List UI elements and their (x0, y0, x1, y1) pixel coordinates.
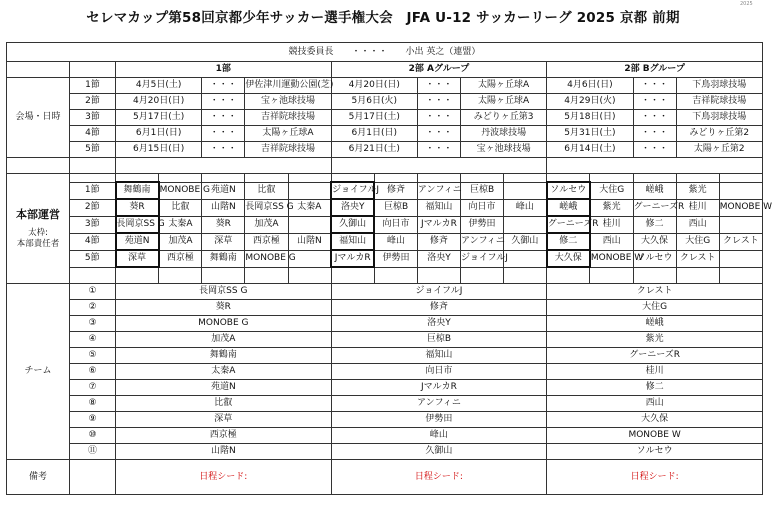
blank (590, 267, 633, 284)
team-name: 福知山 (331, 348, 547, 364)
hq-team: 嵯峨 (633, 182, 676, 199)
section-label: 2節 (70, 94, 116, 110)
dots-sep: ・・・ (202, 110, 245, 126)
hq-team: 加茂A (159, 233, 202, 250)
hq-team: 太秦A (288, 199, 331, 216)
hq-team: 大住G (590, 182, 633, 199)
hq-team: 紫光 (676, 182, 719, 199)
hq-team: クレスト (676, 250, 719, 267)
dots-sep: ・・・ (417, 126, 460, 142)
hq-team: MONOBE W (719, 199, 762, 216)
match-date: 6月15日(日) (116, 142, 202, 158)
blank (547, 267, 590, 284)
header-blank (7, 62, 70, 78)
hq-team: 大久保 (633, 233, 676, 250)
hq-team: 加茂A (245, 216, 288, 233)
blank (719, 174, 762, 183)
dots-sep: ・・・ (202, 126, 245, 142)
team-name: 山階N (116, 444, 332, 460)
team-name: 修二 (547, 380, 763, 396)
team-number: ④ (70, 332, 116, 348)
hq-team: 修斉 (417, 233, 460, 250)
blank (417, 267, 460, 284)
hq-team: 葵R (116, 199, 159, 216)
match-venue: 太陽ヶ丘球A (461, 78, 547, 94)
match-venue: 太陽ヶ丘第2 (676, 142, 762, 158)
hq-team (504, 250, 547, 267)
hq-team: 修斉 (374, 182, 417, 199)
match-venue: 太陽ヶ丘球A (461, 94, 547, 110)
dots-sep: ・・・ (417, 142, 460, 158)
hq-team: JマルカR (417, 216, 460, 233)
hq-team: 紫光 (590, 199, 633, 216)
blank (202, 267, 245, 284)
hq-team: 峰山 (374, 233, 417, 250)
hq-team: アンフィニ (417, 182, 460, 199)
team-number: ⑩ (70, 428, 116, 444)
hq-team: 巨椋B (374, 199, 417, 216)
hq-team: 山階N (288, 233, 331, 250)
hq-team: 洛央Y (417, 250, 460, 267)
remark-note: 日程シード: (116, 460, 332, 495)
hq-team: 舞鶴南 (116, 182, 159, 199)
hq-team: 比叡 (245, 182, 288, 199)
schedule-table (6, 42, 772, 495)
dots-sep: ・・・ (633, 110, 676, 126)
match-date: 5月17日(土) (331, 110, 417, 126)
hq-team (719, 216, 762, 233)
team-number: ⑤ (70, 348, 116, 364)
hq-team: MONOBE W (590, 250, 633, 267)
team-name: 加茂A (116, 332, 332, 348)
team-name: 葵R (116, 300, 332, 316)
hq-team: 比叡 (159, 199, 202, 216)
match-date: 5月6日(火) (331, 94, 417, 110)
match-venue: 吉祥院球技場 (245, 142, 331, 158)
hq-team: 太秦A (159, 216, 202, 233)
match-date: 5月18日(日) (547, 110, 633, 126)
team-name: 嵯峨 (547, 316, 763, 332)
match-date: 6月1日(日) (331, 126, 417, 142)
match-venue: 吉祥院球技場 (245, 110, 331, 126)
hq-team: アンフィニ (461, 233, 504, 250)
hq-team: 桂川 (676, 199, 719, 216)
team-name: グーニーズR (547, 348, 763, 364)
team-name: 巨椋B (331, 332, 547, 348)
hq-team (288, 182, 331, 199)
hq-team: グーニーズR (633, 199, 676, 216)
hq-team: 大久保 (547, 250, 590, 267)
team-number: ③ (70, 316, 116, 332)
team-name: アンフィニ (331, 396, 547, 412)
hq-team: ソルセウ (633, 250, 676, 267)
hq-team: ソルセウ (547, 182, 590, 199)
hq-team: 向日市 (461, 199, 504, 216)
blank (288, 267, 331, 284)
blank (331, 174, 374, 183)
team-name: 西京極 (116, 428, 332, 444)
match-venue: みどりヶ丘第3 (461, 110, 547, 126)
team-name: 久御山 (331, 444, 547, 460)
blank (70, 267, 116, 284)
hq-team (719, 182, 762, 199)
team-name: 紫光 (547, 332, 763, 348)
team-number: ⑪ (70, 444, 116, 460)
hq-team: 桂川 (590, 216, 633, 233)
hq-team: 久御山 (504, 233, 547, 250)
hq-team: MONOBE G (159, 182, 202, 199)
teams-label: チーム (7, 284, 70, 460)
remark-note: 日程シード: (547, 460, 763, 495)
hq-team: グーニーズR (547, 216, 590, 233)
section-label: 3節 (70, 110, 116, 126)
hq-team: 伊勢田 (374, 250, 417, 267)
hq-team: 葵R (202, 216, 245, 233)
venue-label: 会場・日時 (7, 78, 70, 158)
division-header: 2部 Aグループ (331, 62, 547, 78)
chair-row (7, 43, 763, 62)
dots-sep: ・・・ (633, 126, 676, 142)
match-date: 4月5日(土) (116, 78, 202, 94)
hq-label (7, 174, 70, 284)
hq-team (504, 182, 547, 199)
team-name: 修斉 (331, 300, 547, 316)
hq-note-2: 本部責任者 (16, 238, 60, 249)
match-venue: 伊佐津川運動公園(芝) (245, 78, 331, 94)
hq-team (504, 216, 547, 233)
team-name: クレスト (547, 284, 763, 300)
match-venue: 下鳥羽球技場 (676, 110, 762, 126)
team-number: ⑧ (70, 396, 116, 412)
match-venue: 宝ヶ池球技場 (245, 94, 331, 110)
match-venue: みどりヶ丘第2 (676, 126, 762, 142)
blank (70, 174, 116, 183)
hq-team: 深草 (202, 233, 245, 250)
blank (331, 158, 547, 174)
blank (676, 267, 719, 284)
team-name: 向日市 (331, 364, 547, 380)
hq-team: 苑道N (116, 233, 159, 250)
team-name: 伊勢田 (331, 412, 547, 428)
team-name: 大住G (547, 300, 763, 316)
match-venue: 太陽ヶ丘球A (245, 126, 331, 142)
dots-sep: ・・・ (633, 94, 676, 110)
blank (633, 174, 676, 183)
team-name: MONOBE W (547, 428, 763, 444)
chair-dots: ・・・・ (351, 46, 388, 57)
hq-team: 洛央Y (331, 199, 374, 216)
blank (504, 174, 547, 183)
hq-team: 大住G (676, 233, 719, 250)
header-blank (70, 62, 116, 78)
hq-team: 巨椋B (461, 182, 504, 199)
team-number: ⑥ (70, 364, 116, 380)
match-date: 4月20日(日) (331, 78, 417, 94)
blank (590, 174, 633, 183)
match-date: 4月20日(日) (116, 94, 202, 110)
hq-team: 山階N (202, 199, 245, 216)
chair-name: 小出 英之（連盟） (405, 46, 481, 57)
blank (374, 267, 417, 284)
division-header: 1部 (116, 62, 332, 78)
blank (202, 174, 245, 183)
team-name: 苑道N (116, 380, 332, 396)
hq-team: クレスト (719, 233, 762, 250)
match-date: 5月17日(土) (116, 110, 202, 126)
hq-team: 深草 (116, 250, 159, 267)
team-name: 洛央Y (331, 316, 547, 332)
hq-team: 苑道N (202, 182, 245, 199)
dots-sep: ・・・ (633, 142, 676, 158)
team-name: 大久保 (547, 412, 763, 428)
hq-team: 修二 (633, 216, 676, 233)
hq-team (719, 250, 762, 267)
team-name: JマルカR (331, 380, 547, 396)
dots-sep: ・・・ (417, 94, 460, 110)
blank (504, 267, 547, 284)
hq-title: 本部運営 (16, 207, 60, 221)
hq-team: 舞鶴南 (202, 250, 245, 267)
team-name: 峰山 (331, 428, 547, 444)
blank (245, 174, 288, 183)
blank (461, 174, 504, 183)
division-header: 2部 Bグループ (547, 62, 763, 78)
team-name: 舞鶴南 (116, 348, 332, 364)
section-label: 4節 (70, 233, 116, 250)
section-label: 3節 (70, 216, 116, 233)
dots-sep: ・・・ (417, 78, 460, 94)
section-label: 1節 (70, 182, 116, 199)
match-date: 4月29日(火) (547, 94, 633, 110)
blank (547, 158, 763, 174)
dots-sep: ・・・ (202, 94, 245, 110)
hq-team: 西山 (590, 233, 633, 250)
hq-team: MONOBE G (245, 250, 288, 267)
team-number: ⑨ (70, 412, 116, 428)
team-name: 長岡京SS G (116, 284, 332, 300)
match-venue: 宝ヶ池球技場 (461, 142, 547, 158)
hq-team: 修二 (547, 233, 590, 250)
dots-sep: ・・・ (633, 78, 676, 94)
hq-team: 福知山 (417, 199, 460, 216)
hq-team: 峰山 (504, 199, 547, 216)
blank (70, 158, 116, 174)
team-number: ① (70, 284, 116, 300)
blank (70, 460, 116, 495)
blank (116, 267, 159, 284)
blank (676, 174, 719, 183)
blank (374, 174, 417, 183)
blank (116, 174, 159, 183)
match-date: 6月14日(土) (547, 142, 633, 158)
match-date: 4月6日(日) (547, 78, 633, 94)
hq-team: 西京極 (245, 233, 288, 250)
match-venue: 丹波球技場 (461, 126, 547, 142)
team-name: MONOBE G (116, 316, 332, 332)
team-name: 西山 (547, 396, 763, 412)
section-label: 5節 (70, 250, 116, 267)
section-label: 2節 (70, 199, 116, 216)
team-name: 太秦A (116, 364, 332, 380)
chair-label: 競技委員長 (288, 46, 334, 57)
team-name: ジョイフルJ (331, 284, 547, 300)
blank (719, 267, 762, 284)
dots-sep: ・・・ (202, 78, 245, 94)
section-label: 5節 (70, 142, 116, 158)
blank (547, 174, 590, 183)
hq-team: 嵯峨 (547, 199, 590, 216)
team-name: 比叡 (116, 396, 332, 412)
blank (288, 174, 331, 183)
corner-mark: 2025 (740, 1, 753, 7)
hq-team: JマルカR (331, 250, 374, 267)
match-venue: 下鳥羽球技場 (676, 78, 762, 94)
dots-sep: ・・・ (417, 110, 460, 126)
remark-note: 日程シード: (331, 460, 547, 495)
team-name: ソルセウ (547, 444, 763, 460)
blank (159, 267, 202, 284)
team-name: 桂川 (547, 364, 763, 380)
section-label: 4節 (70, 126, 116, 142)
match-venue: 吉祥院球技場 (676, 94, 762, 110)
hq-team: 長岡京SS G (245, 199, 288, 216)
blank (417, 174, 460, 183)
match-date: 6月21日(土) (331, 142, 417, 158)
page-title: セレマカップ第58回京都少年サッカー選手権大会 JFA U-12 サッカーリーグ 2025 京都 前期 (86, 10, 680, 26)
team-name: 深草 (116, 412, 332, 428)
section-label: 1節 (70, 78, 116, 94)
hq-team (288, 216, 331, 233)
blank (7, 158, 70, 174)
team-number: ② (70, 300, 116, 316)
blank (116, 158, 332, 174)
hq-note-1: 太枠: (28, 227, 48, 238)
match-date: 6月1日(日) (116, 126, 202, 142)
blank (245, 267, 288, 284)
blank (159, 174, 202, 183)
team-number: ⑦ (70, 380, 116, 396)
remarks-label: 備考 (7, 460, 70, 495)
hq-team: 西山 (676, 216, 719, 233)
hq-team: 伊勢田 (461, 216, 504, 233)
hq-team: ジョイフルJ (331, 182, 374, 199)
blank (461, 267, 504, 284)
blank (633, 267, 676, 284)
hq-team: 長岡京SS G (116, 216, 159, 233)
hq-team: 久御山 (331, 216, 374, 233)
dots-sep: ・・・ (202, 142, 245, 158)
blank (331, 267, 374, 284)
hq-team: 向日市 (374, 216, 417, 233)
hq-team: 西京極 (159, 250, 202, 267)
hq-team: ジョイフルJ (461, 250, 504, 267)
hq-team: 福知山 (331, 233, 374, 250)
match-date: 5月31日(土) (547, 126, 633, 142)
